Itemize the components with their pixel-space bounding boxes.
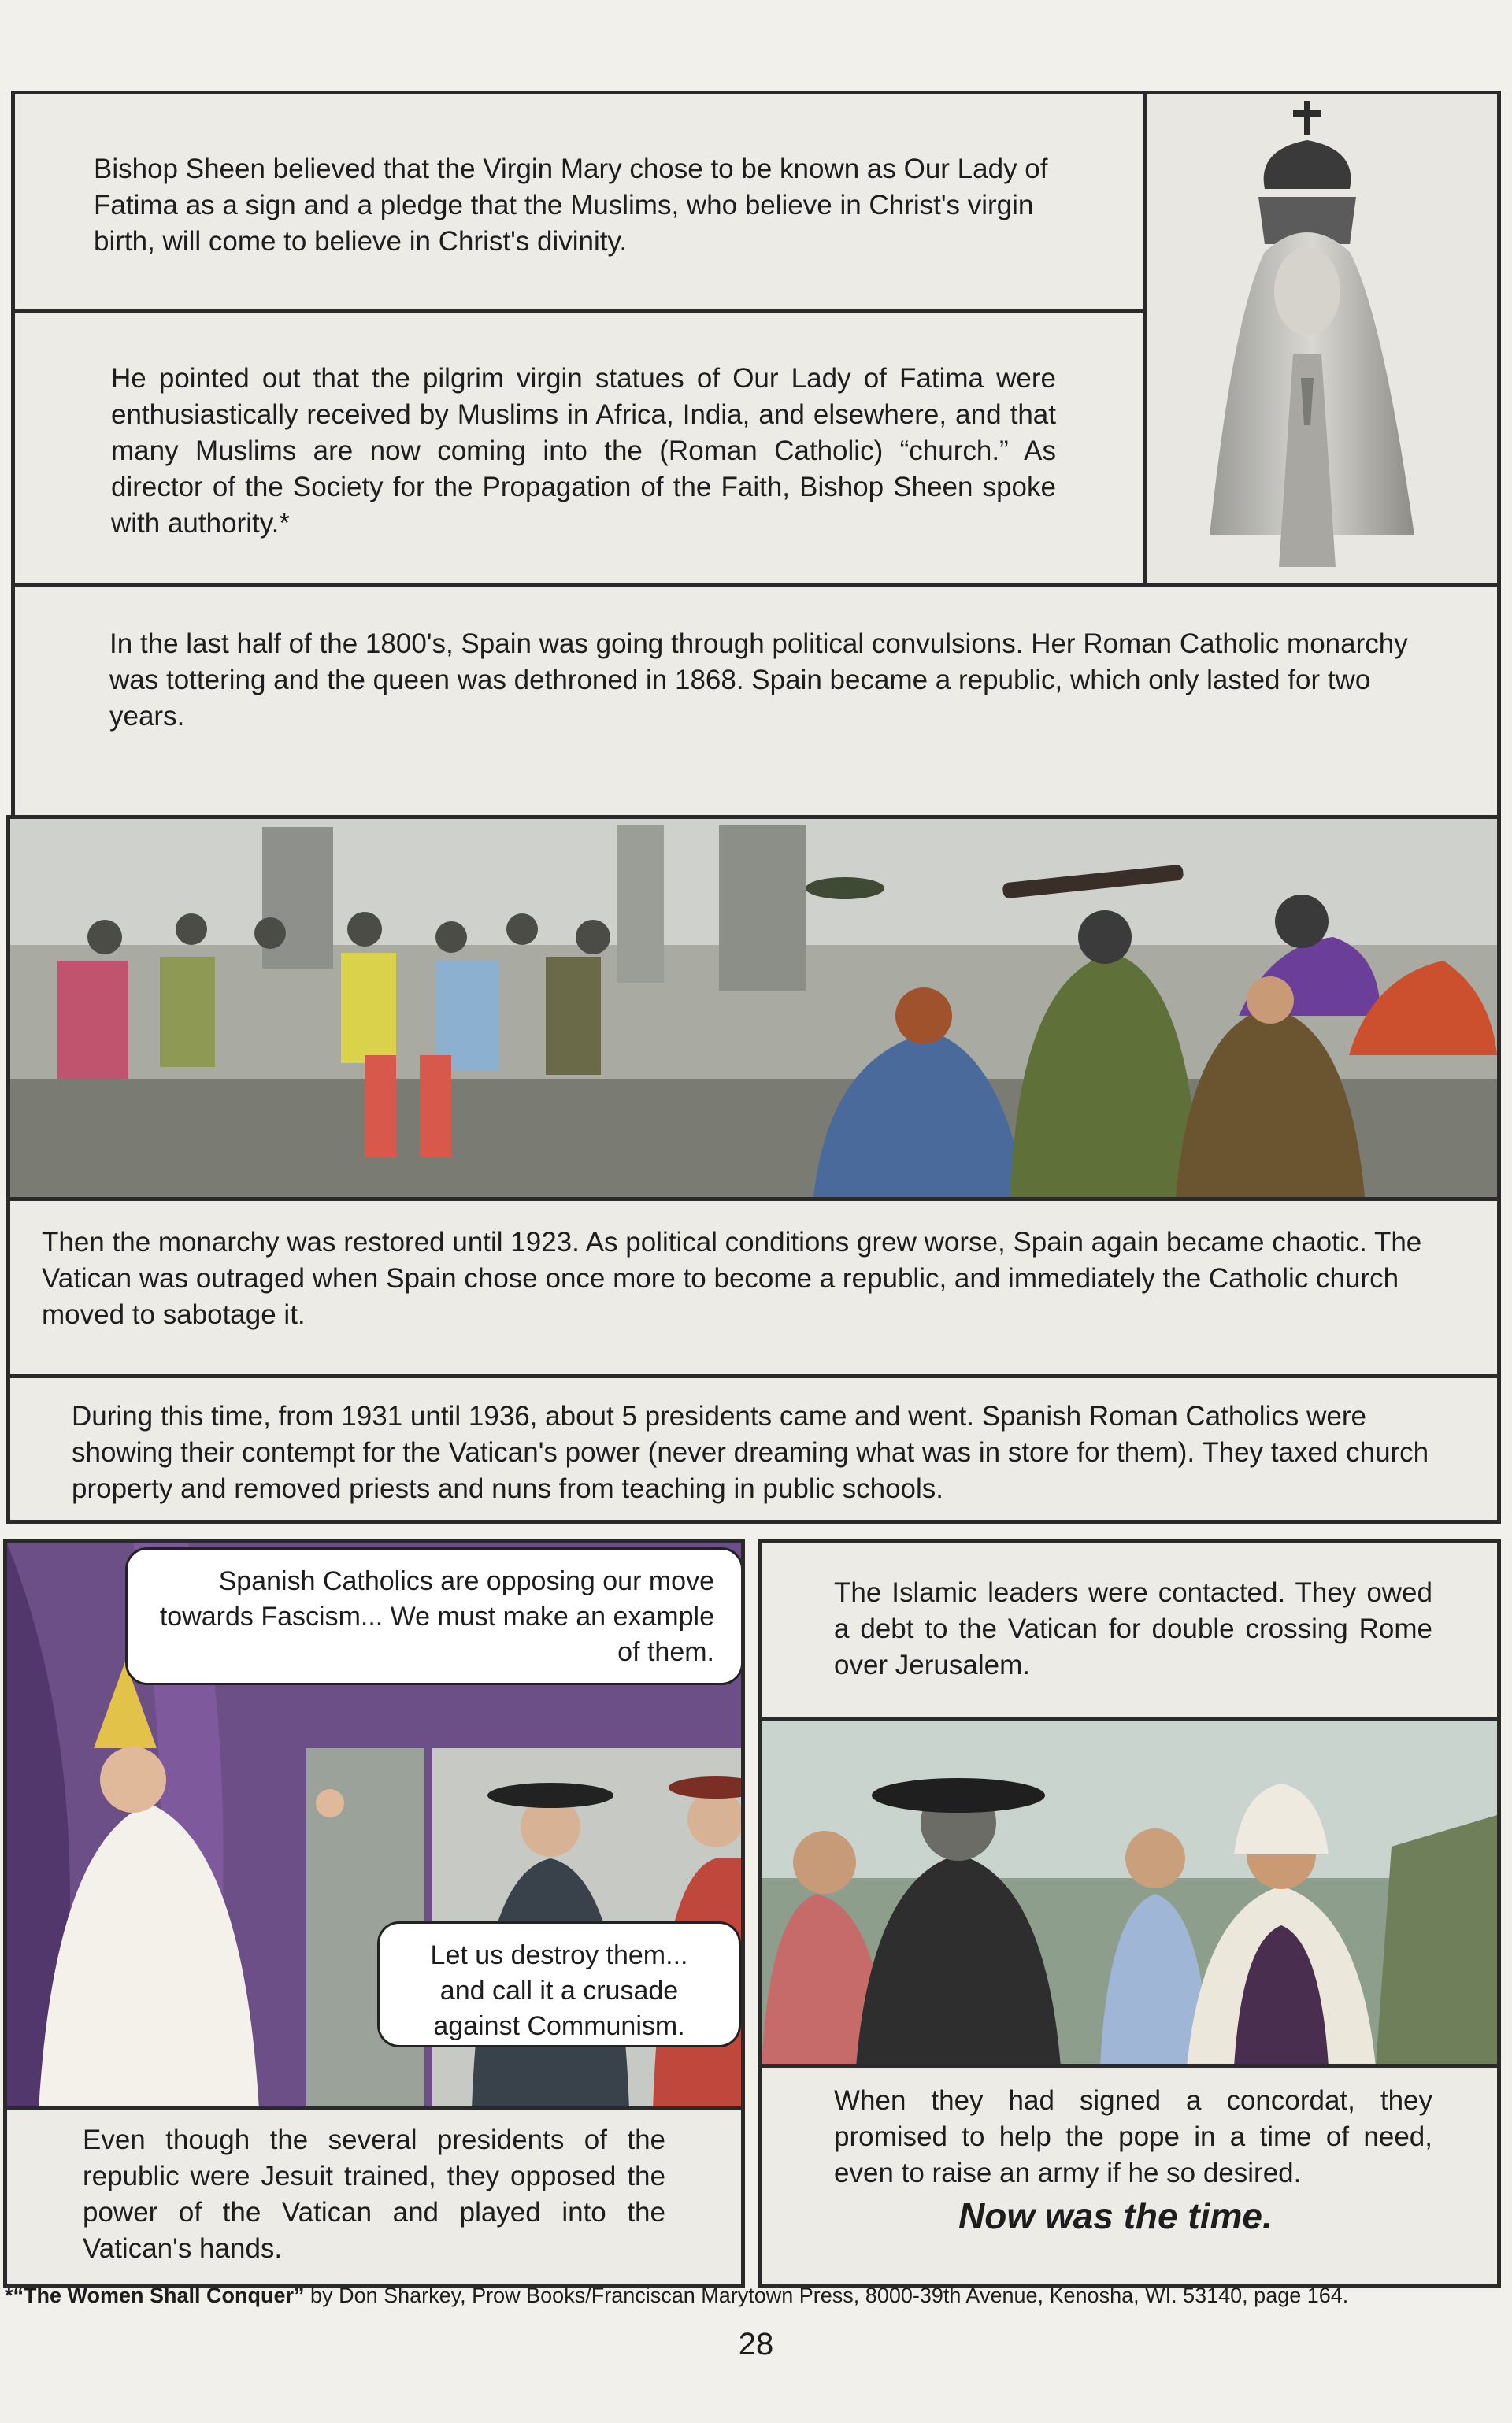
riot-illustration (10, 819, 1497, 1197)
caption-fatima-intro: Bishop Sheen believed that the Virgin Mary chose to be known as Our Lady of Fatima as a sign and a pledge that the Muslims, who believe in Christ's virgin birth, will come to believe in Christ's divinity. (94, 154, 1048, 257)
page-number: 28 (738, 2327, 774, 2362)
concordat-scene-panel (758, 1717, 1501, 2288)
panel-divider-right (762, 2064, 1497, 2068)
statue-panel (1143, 91, 1501, 587)
footnote-mark: * (5, 2284, 13, 2307)
riot-panel (6, 815, 1501, 1201)
our-lady-of-fatima-statue-image (1147, 94, 1497, 583)
footnote (5, 2284, 1348, 2308)
caption-now-was-the-time: Now was the time. (958, 2195, 1273, 2236)
panel-divider (7, 2106, 741, 2110)
caption-presidents: During this time, from 1931 until 1936, about 5 presidents came and went. Spanish Roman Catholics were showing their contempt for the Vatican's power (never dreaming what was in store for them). They taxed church property and removed priests and nuns from teaching in public schools. (72, 1401, 1429, 1504)
caption-concordat: When they had signed a concordat, they promised to help the pope in a time of need, even to raise an army if he so desired. (834, 2085, 1432, 2188)
caption-monarchy-restored: Then the monarchy was restored until 1923. As political conditions grew worse, Spain again became chaotic. The Vatican was outraged when Spain chose once more to become a republic, and immediately the Catholic church moved to sabotage it. (42, 1227, 1422, 1330)
footnote-title: “The Women Shall Conquer” (13, 2284, 305, 2307)
pilgrim-caption-panel (11, 309, 1147, 587)
spain-1800s-caption-panel (11, 583, 1501, 819)
caption-islamic-leaders: The Islamic leaders were contacted. They owed a debt to the Vatican for double crossing Rome over Jerusalem. (834, 1577, 1432, 1680)
footnote-text: by Don Sharkey, Prow Books/Franciscan Marytown Press, 8000-39th Avenue, Kenosha, WI. 53140, page 164. (304, 2284, 1349, 2307)
caption-spain-1800s: In the last half of the 1800's, Spain was going through political convulsions. Her Roman Catholic monarchy was tottering and the queen was dethroned in 1868. Spain became a republic, which only lasted for two years. (109, 628, 1408, 732)
pope-scene-panel (3, 1539, 745, 2288)
caption-jesuit-trained: Even though the several presidents of the republic were Jesuit trained, they opposed the power of the Vatican and played into the Vatican's hands. (83, 2125, 665, 2264)
fatima-caption-panel (11, 91, 1147, 313)
monarchy-caption-panel (6, 1197, 1501, 1378)
presidents-caption-panel (6, 1374, 1501, 1524)
caption-pilgrim-statues: He pointed out that the pilgrim virgin statues of Our Lady of Fatima were enthusiastically received by Muslims in Africa, India, and elsewhere, and that many Muslims are now coming into the (Roman Catholic) “church.” As director of the Society for the Propagation of the Faith, Bishop Sheen spoke with authority.* (111, 363, 1056, 539)
pope-speech-bubble: Spanish Catholics are opposing our move towards Fascism... We must make an example of them. (125, 1547, 743, 1685)
priest-speech-bubble: Let us destroy them... and call it a crusade against Communism. (377, 1921, 741, 2047)
islamic-leaders-caption-panel (758, 1539, 1501, 1721)
priest-and-islamic-leaders-illustration (762, 1721, 1497, 2067)
